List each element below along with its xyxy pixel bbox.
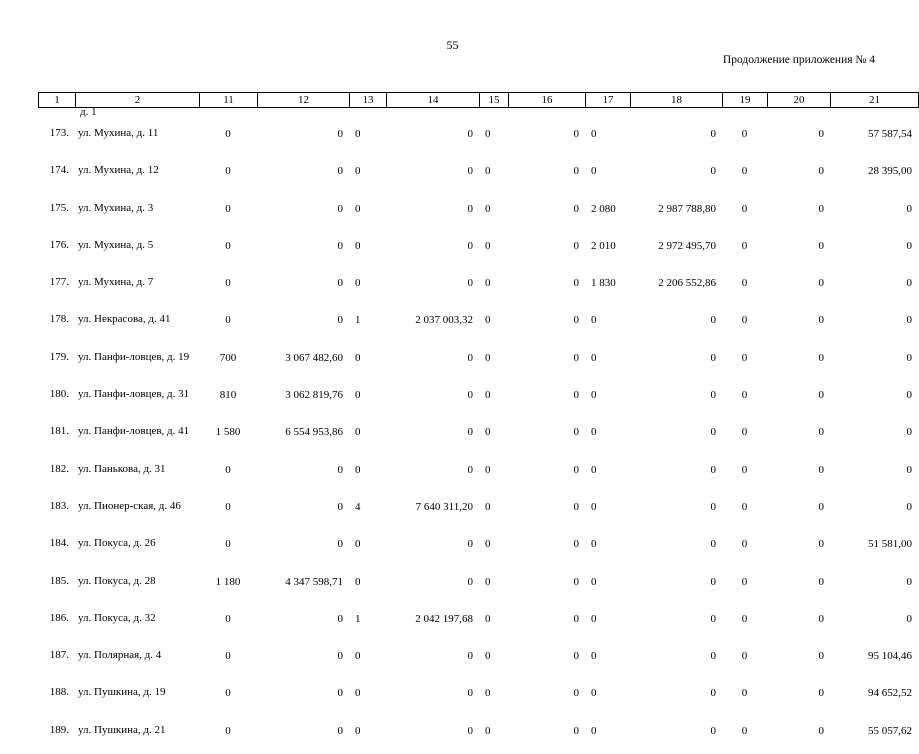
- column-header-21: 21: [831, 93, 919, 108]
- cell-c17: 0: [591, 389, 597, 402]
- cell-addr: ул. Мухина, д. 3: [78, 201, 154, 214]
- cell-c21: 51 581,00: [868, 538, 912, 551]
- column-header-14: 14: [387, 93, 480, 108]
- cell-c13: 0: [355, 202, 361, 215]
- cell-addr: ул. Мухина, д. 7: [78, 276, 154, 289]
- cell-c16: 0: [573, 351, 579, 364]
- cell-c18: 0: [710, 463, 716, 476]
- cell-n: 174.: [49, 164, 69, 177]
- cell-c15: 0: [485, 724, 491, 737]
- cell-c13: 0: [355, 650, 361, 663]
- cell-c14: 0: [467, 426, 473, 439]
- cell-c17: 0: [591, 650, 597, 663]
- cell-c20: 0: [818, 538, 824, 551]
- cell-n: 173.: [49, 127, 69, 139]
- cell-n: 184.: [49, 537, 69, 550]
- cell-c19: 0: [741, 575, 748, 588]
- cell-c14: 0: [467, 165, 473, 178]
- cell-c12: 0: [337, 239, 343, 252]
- cell-c21: 0: [906, 500, 912, 513]
- cell-c13: 0: [355, 575, 361, 588]
- appendix-continuation-title: Продолжение приложения № 4: [722, 54, 875, 66]
- cell-c17: 0: [591, 128, 597, 140]
- cell-c20: 0: [818, 426, 824, 439]
- cell-c21: 28 395,00: [868, 165, 912, 178]
- table-row: [38, 642, 918, 679]
- cell-c20: 0: [818, 202, 824, 215]
- table-row: [38, 232, 918, 269]
- cell-c20: 0: [818, 500, 824, 513]
- column-header-15: 15: [480, 93, 509, 108]
- cell-c12: 0: [337, 128, 343, 140]
- cell-c18: 0: [710, 650, 716, 663]
- cell-c18: 0: [710, 687, 716, 700]
- cell-c20: 0: [818, 724, 824, 737]
- cell-c20: 0: [818, 314, 824, 327]
- cell-addr: ул. Пушкина, д. 19: [78, 686, 166, 699]
- column-header-1: 1: [39, 93, 76, 108]
- cell-c21: 0: [906, 389, 912, 402]
- cell-c19: 0: [741, 202, 748, 215]
- cell-c14: 0: [467, 463, 473, 476]
- cell-c18: 0: [710, 500, 716, 513]
- cell-c15: 0: [485, 650, 491, 663]
- cell-c11: 0: [225, 687, 231, 700]
- cell-addr: ул. Пионер-ская, д. 46: [78, 499, 181, 512]
- cell-c11: 0: [225, 202, 231, 215]
- table-row: [38, 493, 918, 530]
- cell-c12: 0: [337, 165, 343, 178]
- cell-c13: 4: [355, 500, 361, 513]
- cell-c11: 0: [225, 612, 231, 625]
- cell-c12: 0: [337, 538, 343, 551]
- column-header-12: 12: [258, 93, 350, 108]
- cell-c19: 0: [741, 724, 748, 737]
- cell-c12: 0: [337, 650, 343, 663]
- cell-c20: 0: [818, 650, 824, 663]
- cell-c19: 0: [741, 612, 748, 625]
- cell-c13: 0: [355, 538, 361, 551]
- cell-c14: 0: [467, 687, 473, 700]
- cell-c16: 0: [573, 277, 579, 290]
- table-row: [38, 530, 918, 567]
- column-number-header: [38, 92, 919, 108]
- table-row: [38, 381, 918, 418]
- cell-c15: 0: [485, 575, 491, 588]
- cell-addr: ул. Некрасова, д. 41: [78, 313, 171, 326]
- cell-c15: 0: [485, 389, 491, 402]
- cell-c12: 0: [337, 724, 343, 737]
- column-header-2: 2: [76, 93, 200, 108]
- cell-c16: 0: [573, 239, 579, 252]
- cell-c15: 0: [485, 239, 491, 252]
- cell-c13: 0: [355, 687, 361, 700]
- table-row: [38, 157, 918, 194]
- cell-n: 179.: [49, 350, 69, 363]
- cell-c15: 0: [485, 463, 491, 476]
- cell-c13: 0: [355, 165, 361, 178]
- cell-c18: 0: [710, 351, 716, 364]
- cell-c19: 0: [741, 351, 748, 364]
- cell-c12: 0: [337, 687, 343, 700]
- cell-c19: 0: [741, 687, 748, 700]
- cell-c15: 0: [485, 314, 491, 327]
- cell-c20: 0: [818, 687, 824, 700]
- column-header-11: 11: [200, 93, 258, 108]
- cell-c20: 0: [818, 351, 824, 364]
- cell-c11: 0: [225, 314, 231, 327]
- cell-c11: 0: [225, 500, 231, 513]
- cell-c15: 0: [485, 165, 491, 178]
- cell-c13: 0: [355, 128, 361, 140]
- cell-c21: 0: [906, 463, 912, 476]
- cell-c13: 1: [355, 314, 361, 327]
- cell-c15: 0: [485, 426, 491, 439]
- cell-c12: 0: [337, 277, 343, 290]
- cell-c11: 1 580: [215, 426, 241, 439]
- table-row: [38, 120, 918, 157]
- cell-c21: 0: [906, 575, 912, 588]
- cell-c16: 0: [573, 202, 579, 215]
- cell-c18: 0: [710, 538, 716, 551]
- cell-c17: 0: [591, 724, 597, 737]
- cell-c14: 0: [467, 389, 473, 402]
- cell-c17: 0: [591, 426, 597, 439]
- cell-c15: 0: [485, 277, 491, 290]
- cell-c17: 0: [591, 165, 597, 178]
- cell-c17: 0: [591, 463, 597, 476]
- cell-c21: 0: [906, 351, 912, 364]
- cell-n: 183.: [49, 499, 69, 512]
- cell-c16: 0: [573, 314, 579, 327]
- cell-c18: 0: [710, 612, 716, 625]
- cell-c12: 6 554 953,86: [285, 426, 343, 439]
- cell-c21: 0: [906, 612, 912, 625]
- column-header-17: 17: [586, 93, 631, 108]
- cell-c15: 0: [485, 538, 491, 551]
- cell-c16: 0: [573, 463, 579, 476]
- cell-c11: 1 180: [215, 575, 241, 588]
- cell-c11: 700: [219, 351, 237, 364]
- cell-c11: 0: [225, 724, 231, 737]
- cell-c20: 0: [818, 612, 824, 625]
- cell-addr: ул. Панькова, д. 31: [78, 462, 166, 475]
- table-row: [38, 568, 918, 605]
- column-header-20: 20: [768, 93, 831, 108]
- cell-c14: 2 042 197,68: [415, 612, 473, 625]
- cell-addr: ул. Покуса, д. 28: [78, 574, 156, 587]
- cell-c17: 0: [591, 314, 597, 327]
- cell-c11: 0: [225, 128, 231, 140]
- cell-c17: 0: [591, 612, 597, 625]
- cell-n: 176.: [49, 238, 69, 251]
- cell-c19: 0: [741, 239, 748, 252]
- data-table: [38, 120, 918, 754]
- cell-n: 185.: [49, 574, 69, 587]
- cell-c14: 0: [467, 128, 473, 140]
- cell-c17: 0: [591, 538, 597, 551]
- cell-c20: 0: [818, 239, 824, 252]
- cell-n: 186.: [49, 611, 69, 624]
- cell-c18: 0: [710, 165, 716, 178]
- cell-c18: 2 206 552,86: [658, 277, 716, 290]
- previous-row-fragment: д. 1: [80, 106, 97, 118]
- cell-c12: 3 062 819,76: [285, 389, 343, 402]
- cell-c21: 0: [906, 314, 912, 327]
- cell-c16: 0: [573, 128, 579, 140]
- cell-c21: 94 652,52: [868, 687, 912, 700]
- cell-c15: 0: [485, 351, 491, 364]
- cell-c12: 4 347 598,71: [285, 575, 343, 588]
- cell-c16: 0: [573, 165, 579, 178]
- cell-c20: 0: [818, 165, 824, 178]
- cell-c13: 0: [355, 463, 361, 476]
- table-row: [38, 306, 918, 343]
- cell-c20: 0: [818, 128, 824, 140]
- cell-c16: 0: [573, 612, 579, 625]
- cell-c11: 0: [225, 165, 231, 178]
- table-row: [38, 418, 918, 455]
- cell-c19: 0: [741, 538, 748, 551]
- cell-n: 188.: [49, 686, 69, 699]
- cell-c11: 0: [225, 463, 231, 476]
- page-number: 55: [446, 38, 459, 52]
- cell-n: 180.: [49, 388, 69, 401]
- cell-n: 177.: [49, 276, 69, 289]
- cell-c12: 3 067 482,60: [285, 351, 343, 364]
- table-row: [38, 605, 918, 642]
- cell-c15: 0: [485, 500, 491, 513]
- cell-c12: 0: [337, 314, 343, 327]
- cell-n: 189.: [49, 723, 69, 736]
- cell-c16: 0: [573, 426, 579, 439]
- cell-c19: 0: [741, 128, 748, 140]
- cell-c11: 0: [225, 650, 231, 663]
- cell-c19: 0: [741, 426, 748, 439]
- cell-addr: ул. Пушкина, д. 21: [78, 723, 166, 736]
- cell-addr: ул. Панфи-ловцев, д. 19: [78, 350, 190, 363]
- cell-c17: 0: [591, 687, 597, 700]
- cell-c16: 0: [573, 500, 579, 513]
- cell-c18: 2 987 788,80: [658, 202, 716, 215]
- column-header-13: 13: [350, 93, 387, 108]
- cell-c11: 0: [225, 538, 231, 551]
- cell-c13: 0: [355, 426, 361, 439]
- cell-c13: 0: [355, 351, 361, 364]
- cell-c18: 0: [710, 128, 716, 140]
- cell-c21: 0: [906, 202, 912, 215]
- cell-addr: ул. Мухина, д. 5: [78, 238, 154, 251]
- cell-c19: 0: [741, 463, 748, 476]
- table-row: [38, 269, 918, 306]
- cell-c19: 0: [741, 500, 748, 513]
- cell-c14: 0: [467, 724, 473, 737]
- cell-c16: 0: [573, 724, 579, 737]
- cell-c18: 0: [710, 426, 716, 439]
- cell-c14: 2 037 003,32: [415, 314, 473, 327]
- cell-c21: 0: [906, 277, 912, 290]
- cell-c17: 0: [591, 500, 597, 513]
- cell-c14: 0: [467, 202, 473, 215]
- cell-c16: 0: [573, 389, 579, 402]
- cell-c11: 0: [225, 277, 231, 290]
- cell-c20: 0: [818, 389, 824, 402]
- cell-c17: 0: [591, 575, 597, 588]
- cell-c11: 810: [219, 389, 237, 402]
- cell-c20: 0: [818, 463, 824, 476]
- column-header-18: 18: [631, 93, 723, 108]
- cell-c17: 2 080: [591, 202, 616, 215]
- cell-c14: 7 640 311,20: [415, 500, 473, 513]
- cell-c21: 95 104,46: [868, 650, 912, 663]
- cell-c11: 0: [225, 239, 231, 252]
- cell-c20: 0: [818, 575, 824, 588]
- cell-c17: 2 010: [591, 239, 616, 252]
- cell-c14: 0: [467, 351, 473, 364]
- cell-c18: 0: [710, 389, 716, 402]
- cell-n: 178.: [49, 313, 69, 326]
- cell-addr: ул. Панфи-ловцев, д. 31: [78, 388, 190, 401]
- cell-c17: 0: [591, 351, 597, 364]
- cell-addr: ул. Покуса, д. 26: [78, 537, 156, 550]
- cell-addr: ул. Полярная, д. 4: [78, 649, 162, 662]
- cell-c16: 0: [573, 650, 579, 663]
- cell-c19: 0: [741, 389, 748, 402]
- cell-addr: ул. Мухина, д. 12: [78, 164, 159, 177]
- cell-c14: 0: [467, 239, 473, 252]
- table-row: [38, 679, 918, 716]
- cell-addr: ул. Покуса, д. 32: [78, 611, 156, 624]
- cell-c18: 2 972 495,70: [658, 239, 716, 252]
- cell-c13: 0: [355, 277, 361, 290]
- cell-c19: 0: [741, 314, 748, 327]
- cell-c13: 1: [355, 612, 361, 625]
- cell-c15: 0: [485, 612, 491, 625]
- cell-c19: 0: [741, 277, 748, 290]
- cell-c20: 0: [818, 277, 824, 290]
- cell-c19: 0: [741, 650, 748, 663]
- cell-c13: 0: [355, 724, 361, 737]
- cell-c12: 0: [337, 463, 343, 476]
- cell-addr: ул. Панфи-ловцев, д. 41: [78, 425, 190, 438]
- cell-c16: 0: [573, 687, 579, 700]
- cell-c19: 0: [741, 165, 748, 178]
- cell-c13: 0: [355, 389, 361, 402]
- table-row: [38, 344, 918, 381]
- cell-c17: 1 830: [591, 277, 616, 290]
- cell-c14: 0: [467, 650, 473, 663]
- cell-n: 181.: [49, 425, 69, 438]
- cell-c14: 0: [467, 277, 473, 290]
- cell-c13: 0: [355, 239, 361, 252]
- cell-c15: 0: [485, 202, 491, 215]
- cell-c15: 0: [485, 128, 491, 140]
- cell-c18: 0: [710, 575, 716, 588]
- cell-c16: 0: [573, 575, 579, 588]
- cell-c12: 0: [337, 612, 343, 625]
- cell-c12: 0: [337, 202, 343, 215]
- cell-n: 187.: [49, 649, 69, 662]
- cell-c21: 0: [906, 426, 912, 439]
- cell-c18: 0: [710, 724, 716, 737]
- table-row: [38, 717, 918, 754]
- cell-c16: 0: [573, 538, 579, 551]
- cell-c21: 57 587,54: [868, 128, 912, 140]
- cell-c21: 0: [906, 239, 912, 252]
- table-row: [38, 195, 918, 232]
- column-header-16: 16: [509, 93, 586, 108]
- cell-c18: 0: [710, 314, 716, 327]
- cell-c12: 0: [337, 500, 343, 513]
- cell-c15: 0: [485, 687, 491, 700]
- table-row: [38, 456, 918, 493]
- cell-n: 175.: [49, 201, 69, 214]
- cell-addr: ул. Мухина, д. 11: [78, 127, 159, 139]
- cell-c14: 0: [467, 575, 473, 588]
- cell-c21: 55 057,62: [868, 724, 912, 737]
- cell-n: 182.: [49, 462, 69, 475]
- cell-c14: 0: [467, 538, 473, 551]
- column-header-19: 19: [723, 93, 768, 108]
